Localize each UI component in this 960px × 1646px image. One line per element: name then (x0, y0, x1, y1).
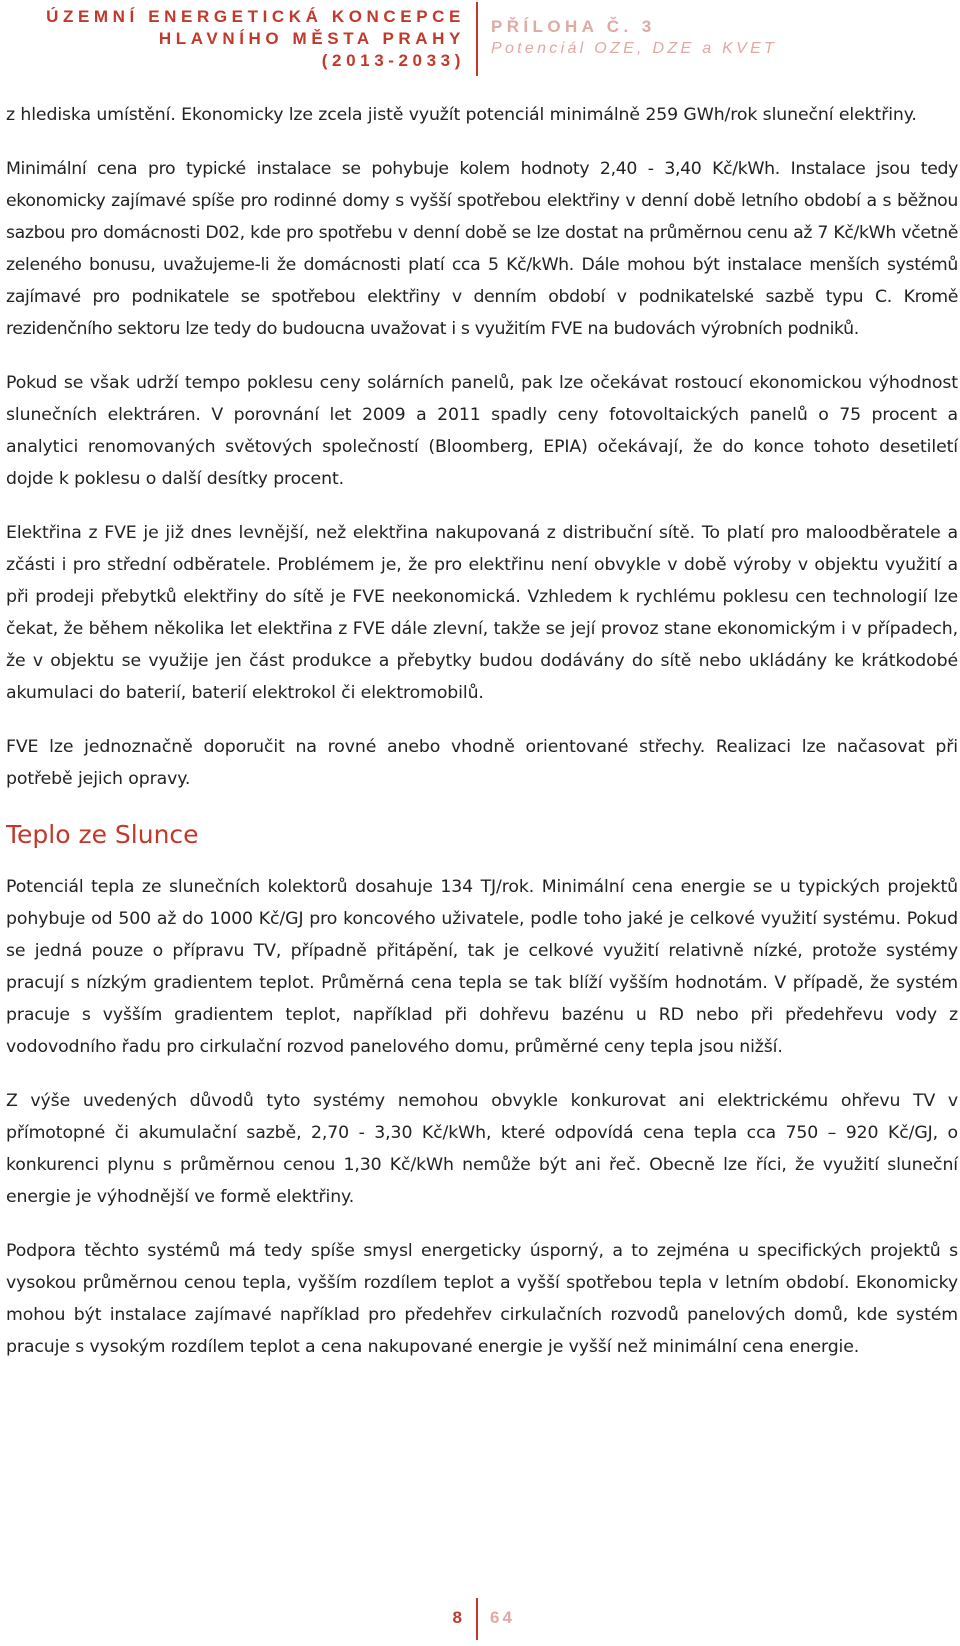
paragraph-5: FVE lze jednoznačně doporučit na rovné anebo vhodně orientované střechy. Realizaci lze načasovat při potřebě jejich opravy. (6, 737, 958, 789)
section-heading: Teplo ze Slunce (6, 820, 199, 849)
page-header (0, 0, 960, 80)
paragraph-4: Elektřina z FVE je již dnes levnější, než elektřina nakupovaná z distribuční sítě. To platí pro maloodběratele a zčásti i pro střední odběratele. Problémem je, že pro elektřinu není obvykle v době výroby v objektu využití a při prodeji přebytků elektřiny do sítě je FVE neekonomická. Vzhledem k rychlému poklesu cen technologií lze čekat, že během několika let elektřina z FVE dále zlevní, takže se její provoz stane ekonomickým i v případech, že v objektu se využije jen část produkce a přebytky budou dodávány do sítě nebo ukládány ke krátkodobé akumulaci do baterií, baterií elektrokol či elektromobilů. (6, 523, 958, 703)
annex-number: PŘÍLOHA Č. 3 (491, 17, 656, 36)
annex-label (491, 16, 777, 60)
annex-subtitle: Potenciál OZE, DZE a KVET (491, 40, 778, 57)
document-title (46, 6, 465, 72)
paragraph-7: Z výše uvedených důvodů tyto systémy nemohou obvykle konkurovat ani elektrickému ohřevu TV v přímotopné či akumulační sazbě, 2,70 - 3,30 Kč/kWh, které odpovídá cena tepla cca 750 – 920 Kč/GJ, o konkurenci plynu s průměrnou cenou 1,30 Kč/kWh nemůže být ani řeč. Obecně lze říci, že využití sluneční energie je výhodnější ve formě elektřiny. (6, 1091, 958, 1207)
footer-divider (476, 1598, 478, 1640)
paragraph-2: Minimální cena pro typické instalace se pohybuje kolem hodnoty 2,40 - 3,40 Kč/kWh. Instalace jsou tedy ekonomicky zajímavé spíše pro rodinné domy s vyšší spotřebou elektřiny v denní době letního období a s běžnou sazbou pro domácnosti D02, kde pro spotřebu v denní době se lze dostat na průměrnou cenu až 7 Kč/kWh včetně zeleného bonusu, uvažujeme-li že domácnosti platí cca 5 Kč/kWh. Dále mohou být instalace menších systémů zajímavé pro podnikatele se spotřebou elektřiny v denním období v podnikatelské sazbě typu C. Kromě rezidenčního sektoru lze tedy do budoucna uvažovat i s využitím FVE na budovách výrobních podniků. (6, 159, 958, 339)
document-title-line2: HLAVNÍHO MĚSTA PRAHY (158, 29, 465, 48)
document-title-line1: ÚZEMNÍ ENERGETICKÁ KONCEPCE (46, 7, 465, 26)
paragraph-1: z hlediska umístění. Ekonomicky lze zcela jistě využít potenciál minimálně 259 GWh/rok sluneční elektřiny. (6, 105, 917, 125)
paragraph-6: Potenciál tepla ze slunečních kolektorů dosahuje 134 TJ/rok. Minimální cena energie se u typických projektů pohybuje od 500 až do 1000 Kč/GJ pro koncového uživatele, podle toho jaké je celkové využití systému. Pokud se jedná pouze o přípravu TV, případně přitápění, tak je celkové využití relativně nízké, protože systémy pracují s nízkým gradientem teplot. Průměrná cena tepla se tak blíží vyšším hodnotám. V případě, že systém pracuje s vyšším gradientem teplot, například při dohřevu bazénu u RD nebo při předehřevu vody z vodovodního řadu pro cirkulační rozvod panelového domu, průměrné ceny tepla jsou nižší. (6, 877, 958, 1057)
page-footer (0, 1598, 960, 1642)
document-title-line3: (2013-2033) (321, 51, 465, 70)
paragraph-8: Podpora těchto systémů má tedy spíše smysl energeticky úsporný, a to zejména u specifických projektů s vysokou průměrnou cenou tepla, vyšším rozdílem teplot a vyšší spotřebou tepla v letním období. Ekonomicky mohou být instalace zajímavé například pro předehřev cirkulačních rozvodů panelových domů, kde systém pracuje s vysokým rozdílem teplot a cena nakupované energie je vyšší než minimální cena energie. (6, 1241, 958, 1357)
header-divider (476, 2, 478, 76)
document-body (6, 99, 958, 1385)
paragraph-3: Pokud se však udrží tempo poklesu ceny solárních panelů, pak lze očekávat rostoucí ekonomickou výhodnost slunečních elektráren. V porovnání let 2009 a 2011 spadly ceny fotovoltaických panelů o 75 procent a analytici renomovaných světových společností (Bloomberg, EPIA) očekávají, že do konce tohoto desetiletí dojde k poklesu o další desítky procent. (6, 373, 958, 489)
page-total: 64 (490, 1608, 515, 1627)
page-number: 8 (452, 1608, 462, 1627)
